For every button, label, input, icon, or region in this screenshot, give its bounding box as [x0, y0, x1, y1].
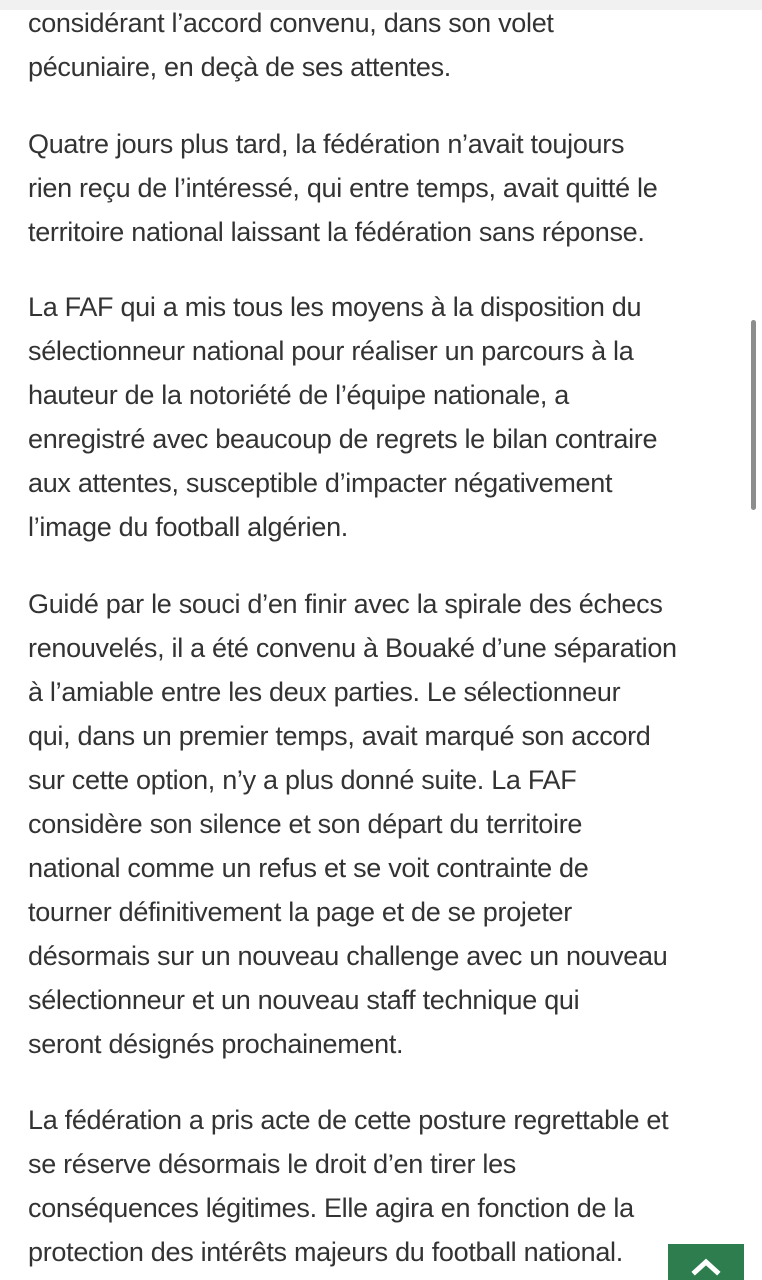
- text-line: La fédération a pris acte de cette posture regrettable et: [28, 1105, 669, 1135]
- text-line: hauteur de la notoriété de l’équipe nationale, a: [28, 380, 570, 410]
- text-line: Quatre jours plus tard, la fédération n’avait toujours: [28, 129, 625, 159]
- article-paragraph-5: [28, 1098, 743, 1274]
- text-line: conséquences légitimes. Elle agira en fonction de la: [28, 1193, 634, 1223]
- text-line: renouvelés, il a été convenu à Bouaké d’une séparation: [28, 633, 677, 663]
- text-line: seront désignés prochainement.: [28, 1029, 404, 1059]
- back-to-top-button[interactable]: [668, 1244, 744, 1280]
- text-line: sur cette option, n’y a plus donné suite. La FAF: [28, 765, 577, 795]
- text-line: à l’amiable entre les deux parties. Le sélectionneur: [28, 677, 621, 707]
- text-line: se réserve désormais le droit d’en tirer les: [28, 1149, 517, 1179]
- article-paragraph-2: [28, 122, 743, 254]
- text-line: considère son silence et son départ du territoire: [28, 809, 583, 839]
- text-line: l’image du football algérien.: [28, 512, 349, 542]
- article-paragraph-1: [28, 1, 743, 89]
- text-line: aux attentes, susceptible d’impacter négativement: [28, 468, 613, 498]
- chevron-up-icon: [668, 1244, 744, 1280]
- text-line: territoire national laissant la fédération sans réponse.: [28, 217, 645, 247]
- article-paragraph-4: [28, 582, 743, 1066]
- article-paragraph-3: [28, 285, 743, 549]
- text-line: sélectionneur et un nouveau staff technique qui: [28, 985, 580, 1015]
- text-line: désormais sur un nouveau challenge avec un nouveau: [28, 941, 668, 971]
- text-line: rien reçu de l’intéressé, qui entre temps, avait quitté le: [28, 173, 658, 203]
- text-line: Guidé par le souci d’en finir avec la spirale des échecs: [28, 589, 663, 619]
- scrollbar-thumb[interactable]: [751, 320, 756, 510]
- text-line: protection des intérêts majeurs du football national.: [28, 1237, 623, 1267]
- text-line: qui, dans un premier temps, avait marqué son accord: [28, 721, 651, 751]
- text-line: sélectionneur national pour réaliser un parcours à la: [28, 336, 634, 366]
- text-line: tourner définitivement la page et de se projeter: [28, 897, 572, 927]
- text-line: national comme un refus et se voit contrainte de: [28, 853, 589, 883]
- text-line: La FAF qui a mis tous les moyens à la disposition du: [28, 292, 642, 322]
- text-line: considérant l’accord convenu, dans son volet: [28, 8, 554, 38]
- text-line: pécuniaire, en deçà de ses attentes.: [28, 52, 451, 82]
- text-line: enregistré avec beaucoup de regrets le bilan contraire: [28, 424, 658, 454]
